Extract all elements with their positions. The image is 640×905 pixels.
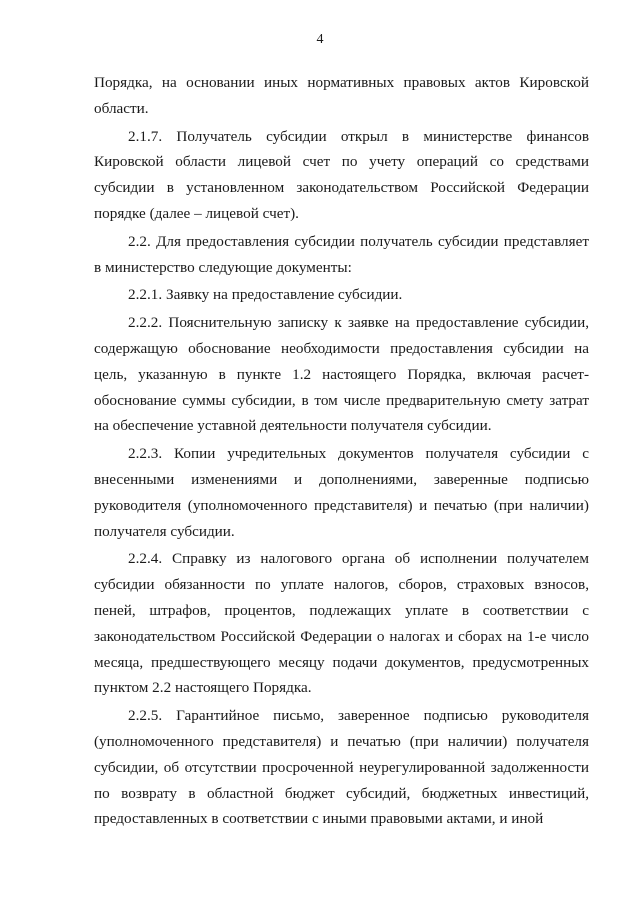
paragraph-2-2-4: 2.2.4. Справку из налогового органа об исполнении получателем субсидии обязанности по уплате налогов, сборов, страховых взносов, пеней, штрафов, процентов, подлежащих уплате в соответствии с законодательством Российской Федерации о налогах и сборах на 1-е число месяца, предшествующего месяцу подачи документов, предусмотренных пунктом 2.2 настоящего Порядка. — [94, 550, 589, 697]
paragraph-continuation: Порядка, на основании иных нормативных правовых актов Кировской области. — [94, 74, 589, 117]
paragraph-2-2-5: 2.2.5. Гарантийное письмо, заверенное подписью руководителя (уполномоченного представителя) и печатью (при наличии) получателя субсидии, об отсутствии просроченной неурегулированной задолженности по возврату в областной бюджет субсидий, бюджетных инвестиций, предоставленных в соответствии с иными правовыми актами, и иной — [94, 707, 589, 828]
paragraph-2-2-3: 2.2.3. Копии учредительных документов получателя субсидии с внесенными изменениями и дополнениями, заверенные подписью руководителя (уполномоченного представителя) и печатью (при наличии) получателя субсидии. — [94, 445, 589, 540]
paragraph-2-1-7: 2.1.7. Получатель субсидии открыл в министерстве финансов Кировской области лицевой счет по учету операций со средствами субсидии в установленном законодательством Российской Федерации порядке (далее – лицевой счет). — [94, 127, 589, 222]
document-body — [94, 70, 589, 834]
paragraph-2-2-2: 2.2.2. Пояснительную записку к заявке на предоставление субсидии, содержащую обоснование необходимости предоставления субсидии на цель, указанную в пункте 1.2 настоящего Порядка, включая расчет-обоснование суммы субсидии, в том числе предварительную смету затрат на обеспечение уставной деятельности получателя субсидии. — [94, 314, 589, 435]
paragraph-2-2-1: 2.2.1. Заявку на предоставление субсидии. — [128, 286, 403, 304]
page-number: 4 — [316, 32, 324, 47]
paragraph-2-2: 2.2. Для предоставления субсидии получатель субсидии представляет в министерство следующие документы: — [94, 232, 589, 276]
